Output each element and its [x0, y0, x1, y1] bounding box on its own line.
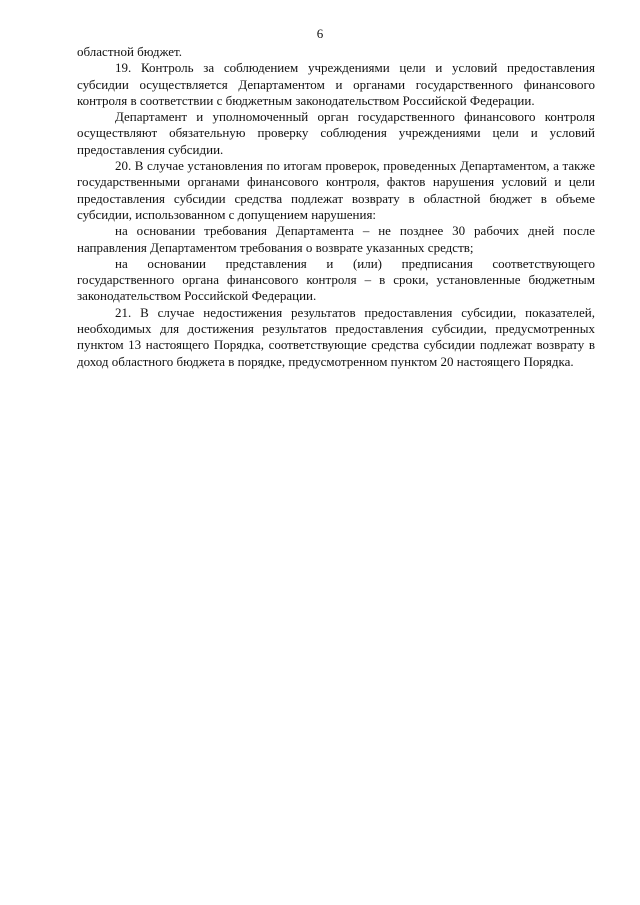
paragraph-clause-20: 20. В случае установления по итогам проверок, проведенных Департаментом, а также государственными органами финансового контроля, фактов нарушения условий и цели предоставления субсидии средства подлежат возврату в областной бюджет в объеме субсидии, использованном с допущением нарушения:	[77, 158, 595, 222]
document-body	[77, 44, 595, 370]
paragraph-control-order: на основании представления и (или) предписания соответствующего государственного органа финансового контроля – в сроки, установленные бюджетным законодательством Российской Федерации.	[77, 255, 595, 304]
paragraph-clause-19: 19. Контроль за соблюдением учреждениями цели и условий предоставления субсидии осуществляется Департаментом и органами государственного финансового контроля в соответствии с бюджетным законодательством Российской Федерации.	[77, 60, 595, 108]
paragraph-clause-21: 21. В случае недостижения результатов предоставления субсидии, показателей, необходимых для достижения результатов предоставления субсидии, предусмотренных пунктом 13 настоящего Порядка, соответствующие средства субсидии подлежат возврату в доход областного бюджета в порядке, предусмотренном пунктом 20 настоящего Порядка.	[77, 304, 595, 369]
paragraph-continuation: областной бюджет.	[77, 44, 182, 59]
paragraph-department-requirement: на основании требования Департамента – не позднее 30 рабочих дней после направления Департаментом требования о возврате указанных средств;	[77, 223, 595, 255]
page-number: 6	[316, 26, 324, 41]
paragraph-mandatory-check: Департамент и уполномоченный орган государственного финансового контроля осуществляют обязательную проверку соблюдения учреждениями цели и условий предоставления субсидии.	[77, 109, 595, 157]
